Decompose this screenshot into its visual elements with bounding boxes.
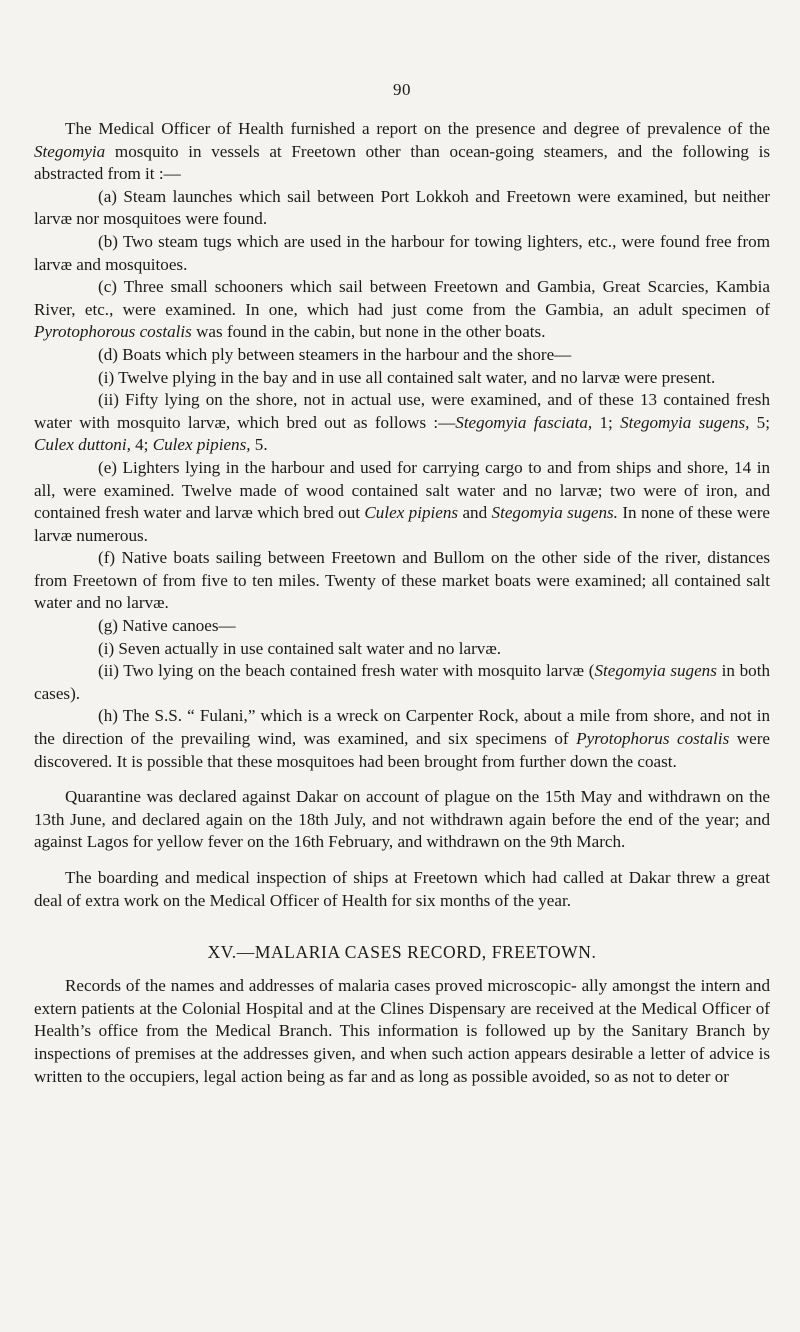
item-g: (g) Native canoes— <box>98 616 236 636</box>
item-g-ii-species: Stegomyia sugens <box>594 661 717 681</box>
item-e-species-1: Culex pipiens <box>364 503 459 523</box>
count-text: 5; <box>749 412 770 432</box>
item-g-ii-text-end: in both cases). <box>34 661 770 703</box>
item-d-ii-text: (ii) Fifty lying on the shore, not in actual use, were examined, and of these 13 contained fresh water with mosquito larvæ, which bred out as follows :— <box>34 390 770 432</box>
section-heading: XV.—MALARIA CASES RECORD, FREETOWN. <box>207 942 597 963</box>
item-g-ii-text: (ii) Two lying on the beach contained fresh water with mosquito larvæ ( <box>98 661 595 681</box>
intro-paragraph <box>34 118 770 186</box>
intro-text: The Medical Officer of Health furnished a report on the presence and degree of prevalence of the <box>65 119 770 138</box>
count-text: 4; <box>130 435 153 455</box>
item-c <box>34 276 770 344</box>
item-h <box>34 705 770 773</box>
item-h-species: Pyrotophorus costalis <box>576 729 730 749</box>
item-c-text: (c) Three small schooners which sail between Freetown and Gambia, Great Scarcies, Kambia River, etc., were examined. In one, which had just come from the Gambia, an adult specimen of <box>34 277 770 319</box>
item-d-ii <box>34 389 770 457</box>
item-h-text: (h) The S.S. “ Fulani,” which is a wreck on Carpenter Rock, about a mile from shore, and not in the direction of the prevailing wind, was examined, and six specimens of <box>34 706 770 749</box>
count-text: 1; <box>592 412 621 432</box>
species-culex-duttoni: Culex duttoni, <box>34 435 131 455</box>
page-number: 90 <box>393 80 411 99</box>
item-g-ii <box>34 660 770 705</box>
records-paragraph: Records of the names and addresses of malaria cases proved microscopic- ally amongst the intern and extern patients at the Colonial Hospital and at the Clines Dispensary are received at the Medical Officer of Health’s office from the Medical Branch. This information is followed up by the Sanitary Branch by inspections of premises at the addresses given, and when such action appears desirable a letter of advice is written to the occupiers, legal action being as far and as long as possible avoided, so as not to deter or <box>34 976 770 1086</box>
item-e-species-2: Stegomyia sugens. <box>491 503 618 523</box>
item-e <box>34 457 770 547</box>
item-e-text: (e) Lighters lying in the harbour and used for carrying cargo to and from ships and shore, 14 in all, were examined. Twelve made of wood contained salt water and no larvæ; two were of iron, and contained fresh water and larvæ which bred out <box>34 457 770 523</box>
item-g-i: (i) Seven actually in use contained salt water and no larvæ. <box>98 638 501 658</box>
quarantine-paragraph: Quarantine was declared against Dakar on account of plague on the 15th May and withdrawn on the 13th June, and declared again on the 18th July, and not withdrawn again before the end of the year; and against Lagos for yellow fever on the 16th February, and withdrawn on the 9th March. <box>34 787 770 852</box>
item-b: (b) Two steam tugs which are used in the harbour for towing lighters, etc., were found free from larvæ and mosquitoes. <box>34 231 770 274</box>
item-d-i: (i) Twelve plying in the bay and in use all contained salt water, and no larvæ were present. <box>98 367 716 387</box>
item-d: (d) Boats which ply between steamers in the harbour and the shore— <box>98 344 572 364</box>
species-culex-pipiens: Culex pipiens, <box>152 435 251 455</box>
intro-species: Stegomyia <box>34 141 106 161</box>
item-e-text-end: In none of these were larvæ numerous. <box>34 503 770 545</box>
item-c-species: Pyrotophorous costalis <box>34 322 192 342</box>
boarding-paragraph: The boarding and medical inspection of ships at Freetown which had called at Dakar threw a great deal of extra work on the Medical Officer of Health for six months of the year. <box>34 868 770 910</box>
item-c-text-end: was found in the cabin, but none in the other boats. <box>191 322 546 342</box>
count-text: 5. <box>250 435 268 455</box>
item-e-and: and <box>458 503 492 523</box>
intro-text-end: mosquito in vessels at Freetown other than ocean-going steamers, and the following is abstracted from it :— <box>34 141 770 184</box>
species-stegomyia-fasciata: Stegomyia fasciata, <box>455 412 593 432</box>
item-a: (a) Steam launches which sail between Port Lokkoh and Freetown were examined, but neither larvæ nor mosquitoes were found. <box>34 186 770 229</box>
species-stegomyia-sugens: Stegomyia sugens, <box>620 412 750 432</box>
item-h-text-end: were discovered. It is possible that these mosquitoes had been brought from further down the coast. <box>34 729 770 771</box>
item-f: (f) Native boats sailing between Freetown and Bullom on the other side of the river, distances from Freetown of from five to ten miles. Twenty of these market boats were examined; all contained salt water and no larvæ. <box>34 548 770 613</box>
